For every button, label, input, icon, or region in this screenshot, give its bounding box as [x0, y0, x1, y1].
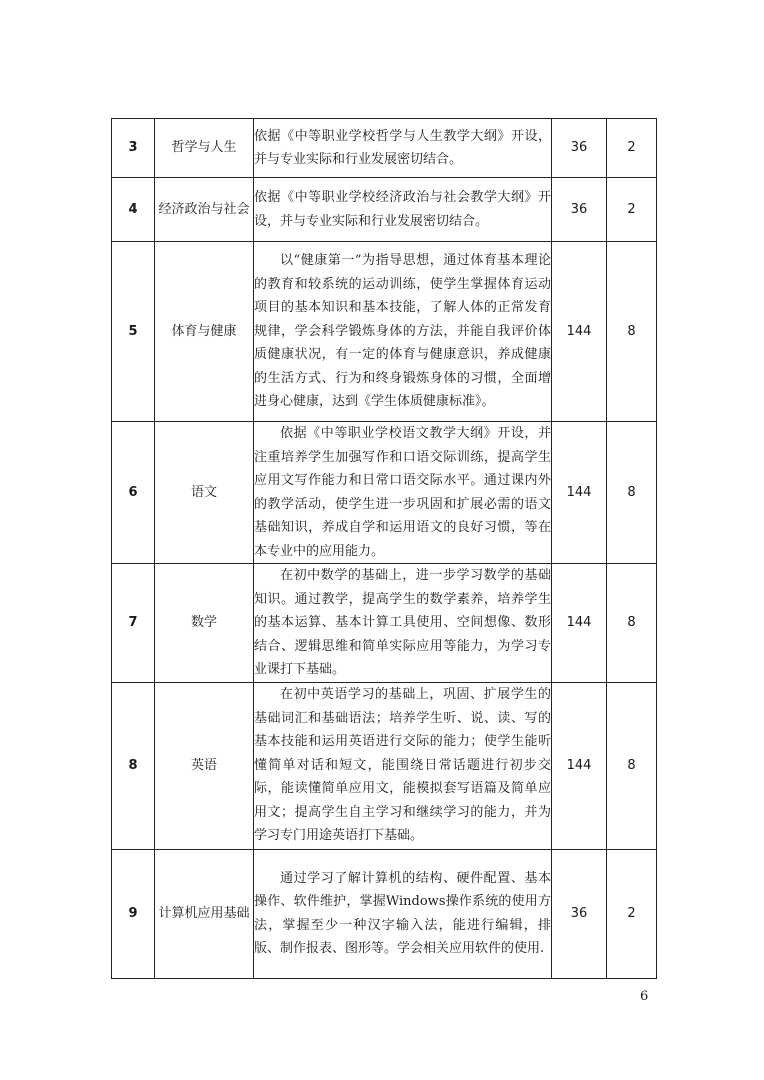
course-name: 数学 [155, 564, 254, 683]
course-hours: 144 [552, 242, 607, 422]
table-row [112, 242, 657, 422]
table-row [112, 682, 657, 849]
course-credits: 8 [607, 422, 657, 564]
course-hours: 144 [552, 564, 607, 683]
course-name: 经济政治与社会 [155, 178, 254, 242]
course-description [254, 564, 552, 683]
course-description [254, 242, 552, 422]
course-description-text: 在初中英语学习的基础上，巩固、扩展学生的基础词汇和基础语法；培养学生听、说、读、写的基本技能和运用英语进行交际的能力；使学生能听懂简单对话和短文，能围绕日常话题进行初步交际，能读懂简单应用文，能模拟套写语篇及简单应用文；提高学生自主学习和继续学习的能力，并为学习专门用途英语打下基础。 [254, 687, 551, 844]
course-number: 7 [112, 564, 155, 683]
course-credits: 2 [607, 849, 657, 978]
table-row [112, 849, 657, 978]
course-description: 依据《中等职业学校经济政治与社会教学大纲》开设，并与专业实际和行业发展密切结合。 [254, 178, 552, 242]
page-number: 6 [640, 989, 649, 1004]
course-credits: 2 [607, 178, 657, 242]
course-credits: 8 [607, 564, 657, 683]
course-description [254, 682, 552, 849]
course-number: 8 [112, 682, 155, 849]
course-description [254, 422, 552, 564]
course-hours: 36 [552, 119, 607, 178]
course-credits: 8 [607, 242, 657, 422]
course-table [111, 118, 657, 979]
course-name: 哲学与人生 [155, 119, 254, 178]
course-name: 体育与健康 [155, 242, 254, 422]
course-description [254, 849, 552, 978]
course-number: 3 [112, 119, 155, 178]
course-hours: 144 [552, 682, 607, 849]
course-name: 语文 [155, 422, 254, 564]
course-description: 依据《中等职业学校哲学与人生教学大纲》开设，并与专业实际和行业发展密切结合。 [254, 119, 552, 178]
course-description-text: 以“健康第一”为指导思想，通过体育基本理论的教育和较系统的运动训练，使学生掌握体育运动项目的基本知识和基本技能，了解人体的正常发育规律，学会科学锻炼身体的方法，并能自我评价体质健康状况，有一定的体育与健康意识，养成健康的生活方式、行为和终身锻炼身体的习惯，全面增进身心健康，达到《学生体质健康标准》。 [254, 253, 551, 410]
table-row [112, 422, 657, 564]
course-name: 计算机应用基础 [155, 849, 254, 978]
course-number: 6 [112, 422, 155, 564]
course-number: 9 [112, 849, 155, 978]
course-credits: 8 [607, 682, 657, 849]
course-hours: 36 [552, 849, 607, 978]
table-row [112, 119, 657, 178]
table-row [112, 564, 657, 683]
course-description-text: 在初中数学的基础上，进一步学习数学的基础知识。通过教学，提高学生的数学素养，培养学生的基本运算、基本计算工具使用、空间想像、数形结合、逻辑思维和简单实际应用等能力，为学习专业课打下基础。 [254, 568, 551, 677]
course-hours: 144 [552, 422, 607, 564]
course-number: 5 [112, 242, 155, 422]
course-description-text: 依据《中等职业学校语文教学大纲》开设，并注重培养学生加强写作和口语交际训练，提高学生应用文写作能力和日常口语交际水平。通过课内外的教学活动，使学生进一步巩固和扩展必需的语文基础知识，养成自学和运用语文的良好习惯，等在本专业中的应用能力。 [254, 426, 551, 559]
course-number: 4 [112, 178, 155, 242]
course-name: 英语 [155, 682, 254, 849]
table-row [112, 178, 657, 242]
course-credits: 2 [607, 119, 657, 178]
course-hours: 36 [552, 178, 607, 242]
course-description-text: 通过学习了解计算机的结构、硬件配置、基本操作、软件维护，掌握Windows操作系统的使用方法，掌握至少一种汉字输入法，能进行编辑，排版、制作报表、图形等。学会相关应用软件的使用. [254, 870, 551, 956]
